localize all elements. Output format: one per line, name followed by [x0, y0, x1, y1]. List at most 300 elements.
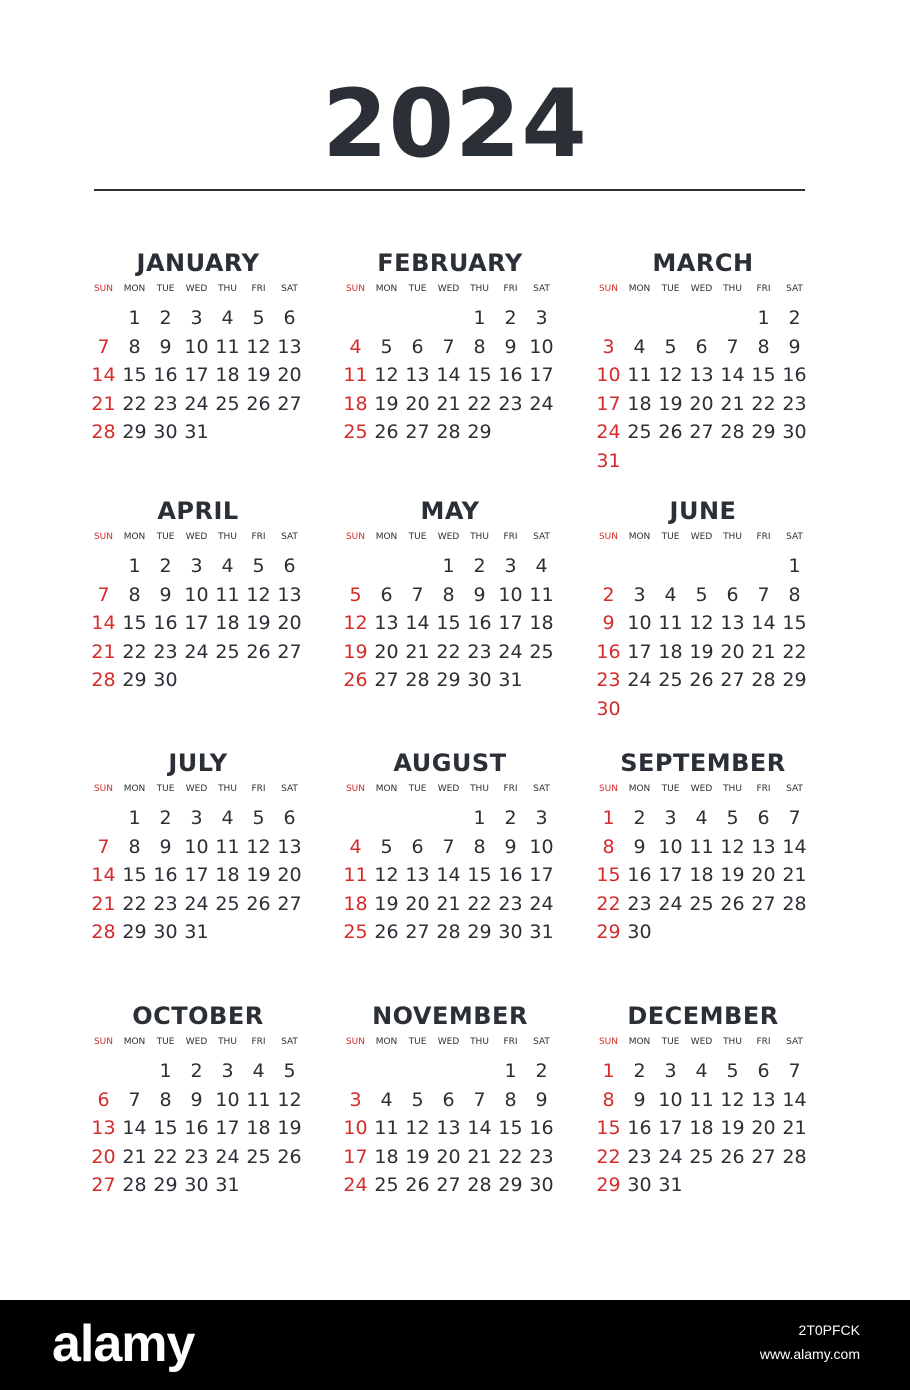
day-cell: 6	[283, 307, 296, 329]
month-name: FEBRUARY	[377, 249, 523, 277]
day-cell: 5	[380, 335, 393, 358]
day-cell: 24	[498, 640, 523, 663]
day-cell: 16	[153, 612, 178, 634]
day-cell: 13	[374, 612, 399, 634]
day-cell: 2	[788, 307, 801, 329]
day-cell: 22	[596, 892, 621, 915]
day-cell: 13	[91, 1117, 116, 1139]
day-cell: 6	[380, 583, 393, 606]
day-cell: 15	[436, 612, 461, 634]
day-cell: 5	[283, 1060, 296, 1082]
day-cell: 28	[467, 1174, 492, 1196]
weekday-label: SUN	[345, 1037, 366, 1047]
day-cell: 18	[246, 1117, 271, 1139]
day-cell: 19	[246, 364, 271, 386]
day-cell: 16	[627, 1117, 652, 1139]
day-cell: 20	[91, 1145, 116, 1168]
weekday-label: WED	[185, 532, 208, 542]
day-cell: 9	[504, 835, 517, 858]
day-cell: 8	[473, 835, 486, 858]
day-cell: 21	[436, 892, 461, 915]
day-cell: 20	[405, 392, 430, 415]
day-cell: 10	[529, 335, 554, 358]
day-cell: 15	[467, 864, 492, 886]
day-cell: 16	[627, 864, 652, 886]
day-cell: 31	[658, 1174, 683, 1196]
day-cell: 26	[246, 640, 271, 663]
weekday-label: MON	[628, 284, 651, 294]
weekday-label: WED	[185, 784, 208, 794]
day-cell: 22	[122, 392, 147, 415]
day-cell: 31	[596, 449, 621, 472]
weekday-label: WED	[185, 1037, 208, 1047]
day-cell: 1	[757, 307, 770, 329]
day-cell: 19	[246, 612, 271, 634]
weekday-label: SUN	[93, 784, 114, 794]
day-cell: 4	[221, 807, 234, 829]
day-cell: 2	[473, 555, 486, 577]
weekday-label: WED	[437, 1037, 460, 1047]
day-cell: 26	[720, 1145, 745, 1168]
weekday-label: TUE	[156, 784, 175, 794]
day-cell: 29	[596, 921, 621, 943]
day-cell: 12	[277, 1088, 302, 1111]
day-cell: 11	[215, 835, 240, 858]
day-cell: 30	[153, 421, 178, 443]
weekday-label: TUE	[661, 1037, 680, 1047]
day-cell: 29	[596, 1174, 621, 1196]
day-cell: 1	[128, 807, 141, 829]
day-cell: 14	[436, 364, 461, 386]
weekday-label: THU	[218, 1037, 237, 1047]
day-cell: 28	[91, 921, 116, 943]
weekday-label: THU	[470, 284, 489, 294]
day-cell: 31	[184, 921, 209, 943]
day-cell: 21	[751, 640, 776, 663]
day-grid	[593, 552, 813, 723]
day-cell: 23	[498, 392, 523, 415]
weekday-label: MON	[375, 1037, 398, 1047]
day-cell: 2	[504, 307, 517, 329]
weekday-label: SAT	[786, 1037, 803, 1047]
day-cell: 27	[436, 1174, 461, 1196]
weekday-label: TUE	[408, 784, 427, 794]
day-cell: 17	[184, 364, 209, 386]
day-cell: 31	[215, 1174, 240, 1196]
day-cell: 23	[596, 669, 621, 691]
year-title: 2024	[322, 70, 588, 179]
empty-cell	[655, 552, 686, 581]
empty-cell	[686, 304, 717, 333]
day-cell: 4	[535, 555, 548, 577]
weekday-label: TUE	[156, 532, 175, 542]
day-cell: 5	[411, 1088, 424, 1111]
day-cell: 11	[215, 583, 240, 606]
weekday-label: MON	[375, 284, 398, 294]
day-cell: 19	[689, 640, 714, 663]
day-cell: 28	[405, 669, 430, 691]
day-cell: 25	[215, 892, 240, 915]
empty-cell	[371, 804, 402, 833]
month-march	[593, 248, 813, 475]
day-cell: 14	[91, 864, 116, 886]
weekday-label: SUN	[598, 532, 619, 542]
weekday-label: FRI	[251, 784, 266, 794]
month-november	[340, 1001, 560, 1200]
weekday-label: FRI	[503, 532, 518, 542]
day-grid	[593, 304, 813, 475]
weekday-label: THU	[723, 284, 742, 294]
day-cell: 18	[374, 1145, 399, 1168]
day-cell: 19	[374, 392, 399, 415]
weekday-header	[593, 530, 813, 552]
day-cell: 15	[596, 1117, 621, 1139]
day-cell: 9	[535, 1088, 548, 1111]
day-cell: 20	[436, 1145, 461, 1168]
weekday-label: TUE	[156, 284, 175, 294]
weekday-label: WED	[690, 532, 713, 542]
day-cell: 3	[535, 307, 548, 329]
day-cell: 19	[405, 1145, 430, 1168]
day-cell: 27	[277, 640, 302, 663]
day-cell: 19	[720, 1117, 745, 1139]
day-grid	[88, 552, 308, 695]
day-cell: 29	[498, 1174, 523, 1196]
day-cell: 21	[720, 392, 745, 415]
empty-cell	[624, 304, 655, 333]
day-cell: 29	[122, 421, 147, 443]
weekday-label: TUE	[408, 532, 427, 542]
weekday-label: TUE	[408, 1037, 427, 1047]
day-cell: 25	[689, 892, 714, 915]
day-cell: 23	[627, 1145, 652, 1168]
weekday-label: FRI	[251, 532, 266, 542]
weekday-header	[340, 282, 560, 304]
day-cell: 9	[473, 583, 486, 606]
day-cell: 9	[159, 835, 172, 858]
day-cell: 7	[788, 807, 801, 829]
day-cell: 11	[689, 835, 714, 858]
weekday-label: WED	[690, 284, 713, 294]
day-cell: 4	[221, 555, 234, 577]
day-cell: 31	[498, 669, 523, 691]
day-cell: 7	[128, 1088, 141, 1111]
day-cell: 18	[689, 864, 714, 886]
weekday-label: SUN	[345, 284, 366, 294]
day-cell: 11	[658, 612, 683, 634]
day-cell: 19	[277, 1117, 302, 1139]
day-cell: 18	[689, 1117, 714, 1139]
day-cell: 27	[91, 1174, 116, 1196]
weekday-label: WED	[690, 784, 713, 794]
day-cell: 7	[97, 835, 110, 858]
day-cell: 16	[498, 864, 523, 886]
day-cell: 19	[343, 640, 368, 663]
weekday-header	[593, 282, 813, 304]
month-january	[88, 248, 308, 447]
day-cell: 10	[658, 835, 683, 858]
day-cell: 21	[91, 392, 116, 415]
empty-cell	[340, 552, 371, 581]
day-cell: 25	[658, 669, 683, 691]
day-cell: 2	[535, 1060, 548, 1082]
empty-cell	[402, 552, 433, 581]
day-cell: 8	[602, 835, 615, 858]
day-cell: 6	[757, 807, 770, 829]
weekday-label: THU	[218, 784, 237, 794]
day-cell: 13	[436, 1117, 461, 1139]
day-cell: 19	[720, 864, 745, 886]
day-cell: 7	[411, 583, 424, 606]
weekday-label: MON	[123, 532, 146, 542]
day-cell: 5	[349, 583, 362, 606]
day-cell: 3	[633, 583, 646, 606]
empty-cell	[464, 1057, 495, 1086]
day-cell: 29	[436, 669, 461, 691]
day-cell: 13	[277, 835, 302, 858]
day-cell: 9	[190, 1088, 203, 1111]
day-cell: 3	[664, 807, 677, 829]
empty-cell	[717, 304, 748, 333]
day-grid	[340, 1057, 560, 1200]
day-cell: 22	[153, 1145, 178, 1168]
day-cell: 24	[215, 1145, 240, 1168]
day-cell: 15	[122, 612, 147, 634]
day-cell: 8	[473, 335, 486, 358]
day-cell: 23	[153, 392, 178, 415]
day-cell: 25	[374, 1174, 399, 1196]
day-cell: 15	[782, 612, 807, 634]
day-cell: 14	[782, 1088, 807, 1111]
day-cell: 20	[277, 864, 302, 886]
day-cell: 5	[252, 307, 265, 329]
day-cell: 26	[405, 1174, 430, 1196]
day-cell: 24	[627, 669, 652, 691]
day-cell: 22	[122, 640, 147, 663]
day-cell: 20	[277, 364, 302, 386]
day-cell: 25	[215, 640, 240, 663]
day-cell: 16	[596, 640, 621, 663]
day-cell: 17	[529, 864, 554, 886]
day-grid	[340, 804, 560, 947]
day-cell: 12	[246, 335, 271, 358]
weekday-label: FRI	[756, 284, 771, 294]
day-cell: 28	[720, 421, 745, 443]
day-cell: 9	[788, 335, 801, 358]
day-cell: 4	[664, 583, 677, 606]
month-name: APRIL	[157, 497, 239, 525]
weekday-label: SAT	[786, 784, 803, 794]
day-cell: 13	[689, 364, 714, 386]
day-cell: 15	[122, 864, 147, 886]
day-cell: 13	[720, 612, 745, 634]
day-cell: 5	[695, 583, 708, 606]
weekday-label: FRI	[503, 284, 518, 294]
day-cell: 17	[215, 1117, 240, 1139]
weekday-label: SAT	[786, 532, 803, 542]
day-cell: 18	[215, 864, 240, 886]
day-cell: 3	[190, 307, 203, 329]
day-cell: 28	[782, 1145, 807, 1168]
day-cell: 27	[277, 892, 302, 915]
weekday-label: SUN	[93, 1037, 114, 1047]
month-name: OCTOBER	[132, 1002, 264, 1030]
day-cell: 11	[689, 1088, 714, 1111]
day-cell: 8	[504, 1088, 517, 1111]
empty-cell	[593, 304, 624, 333]
weekday-label: MON	[628, 532, 651, 542]
day-cell: 3	[504, 555, 517, 577]
day-cell: 8	[128, 335, 141, 358]
day-cell: 4	[221, 307, 234, 329]
weekday-label: THU	[723, 532, 742, 542]
weekday-header	[593, 782, 813, 804]
day-cell: 11	[215, 335, 240, 358]
empty-cell	[433, 1057, 464, 1086]
day-cell: 25	[627, 421, 652, 443]
day-cell: 27	[751, 1145, 776, 1168]
weekday-label: MON	[375, 532, 398, 542]
day-cell: 26	[277, 1145, 302, 1168]
day-cell: 21	[782, 1117, 807, 1139]
day-cell: 28	[91, 669, 116, 691]
day-cell: 30	[529, 1174, 554, 1196]
weekday-label: SUN	[345, 784, 366, 794]
weekday-label: SAT	[281, 1037, 298, 1047]
day-cell: 6	[695, 335, 708, 358]
day-cell: 10	[184, 835, 209, 858]
day-cell: 6	[442, 1088, 455, 1111]
day-cell: 21	[467, 1145, 492, 1168]
weekday-label: SAT	[281, 784, 298, 794]
day-cell: 12	[246, 835, 271, 858]
day-cell: 24	[658, 892, 683, 915]
weekday-label: SAT	[786, 284, 803, 294]
day-cell: 23	[153, 640, 178, 663]
day-cell: 22	[122, 892, 147, 915]
day-cell: 14	[467, 1117, 492, 1139]
empty-cell	[624, 552, 655, 581]
month-name: NOVEMBER	[372, 1002, 528, 1030]
empty-cell	[371, 304, 402, 333]
day-cell: 15	[498, 1117, 523, 1139]
day-cell: 10	[498, 583, 523, 606]
day-cell: 3	[221, 1060, 234, 1082]
day-cell: 19	[658, 392, 683, 415]
day-cell: 20	[374, 640, 399, 663]
weekday-label: THU	[218, 284, 237, 294]
weekday-label: THU	[470, 784, 489, 794]
weekday-header	[88, 282, 308, 304]
day-cell: 23	[467, 640, 492, 663]
day-cell: 26	[246, 392, 271, 415]
day-cell: 19	[374, 892, 399, 915]
day-cell: 24	[343, 1174, 368, 1196]
day-cell: 3	[535, 807, 548, 829]
day-cell: 11	[343, 364, 368, 386]
day-cell: 17	[184, 864, 209, 886]
day-cell: 13	[277, 335, 302, 358]
month-september	[593, 748, 813, 947]
day-cell: 24	[184, 392, 209, 415]
day-cell: 8	[442, 583, 455, 606]
weekday-label: TUE	[661, 532, 680, 542]
day-cell: 24	[529, 392, 554, 415]
weekday-header	[593, 1035, 813, 1057]
day-cell: 11	[374, 1117, 399, 1139]
day-cell: 28	[436, 421, 461, 443]
weekday-header	[88, 1035, 308, 1057]
day-cell: 17	[596, 392, 621, 415]
month-name: JULY	[168, 749, 228, 777]
weekday-label: MON	[123, 284, 146, 294]
day-cell: 30	[184, 1174, 209, 1196]
day-cell: 9	[602, 612, 615, 634]
day-cell: 10	[343, 1117, 368, 1139]
day-cell: 23	[184, 1145, 209, 1168]
day-cell: 23	[627, 892, 652, 915]
weekday-label: FRI	[503, 1037, 518, 1047]
day-cell: 9	[159, 335, 172, 358]
month-february	[340, 248, 560, 447]
day-cell: 29	[153, 1174, 178, 1196]
empty-cell	[433, 304, 464, 333]
day-cell: 24	[529, 892, 554, 915]
month-name: JUNE	[669, 497, 737, 525]
day-cell: 8	[128, 835, 141, 858]
day-cell: 5	[664, 335, 677, 358]
day-cell: 19	[246, 864, 271, 886]
day-cell: 3	[190, 555, 203, 577]
weekday-header	[340, 1035, 560, 1057]
day-cell: 30	[596, 697, 621, 720]
day-cell: 6	[283, 807, 296, 829]
image-id: 2T0PFCK	[798, 1322, 860, 1338]
weekday-label: SUN	[598, 1037, 619, 1047]
day-cell: 14	[751, 612, 776, 634]
day-cell: 28	[91, 421, 116, 443]
day-grid	[593, 804, 813, 947]
weekday-label: THU	[723, 784, 742, 794]
day-cell: 16	[184, 1117, 209, 1139]
day-cell: 20	[277, 612, 302, 634]
day-cell: 10	[184, 583, 209, 606]
day-cell: 15	[751, 364, 776, 386]
weekday-label: SAT	[533, 1037, 550, 1047]
day-cell: 11	[246, 1088, 271, 1111]
day-grid	[340, 552, 560, 695]
day-cell: 1	[159, 1060, 172, 1082]
weekday-label: TUE	[661, 284, 680, 294]
day-cell: 6	[97, 1088, 110, 1111]
day-cell: 2	[190, 1060, 203, 1082]
day-cell: 4	[349, 335, 362, 358]
weekday-label: SUN	[93, 284, 114, 294]
weekday-label: SAT	[533, 284, 550, 294]
weekday-label: MON	[123, 784, 146, 794]
day-cell: 7	[97, 583, 110, 606]
day-cell: 6	[726, 583, 739, 606]
month-name: JANUARY	[136, 249, 260, 277]
empty-cell	[340, 1057, 371, 1086]
weekday-label: WED	[185, 284, 208, 294]
day-cell: 1	[442, 555, 455, 577]
month-name: DECEMBER	[627, 1002, 779, 1030]
day-cell: 14	[91, 612, 116, 634]
day-cell: 14	[91, 364, 116, 386]
day-cell: 12	[720, 1088, 745, 1111]
day-cell: 26	[246, 892, 271, 915]
